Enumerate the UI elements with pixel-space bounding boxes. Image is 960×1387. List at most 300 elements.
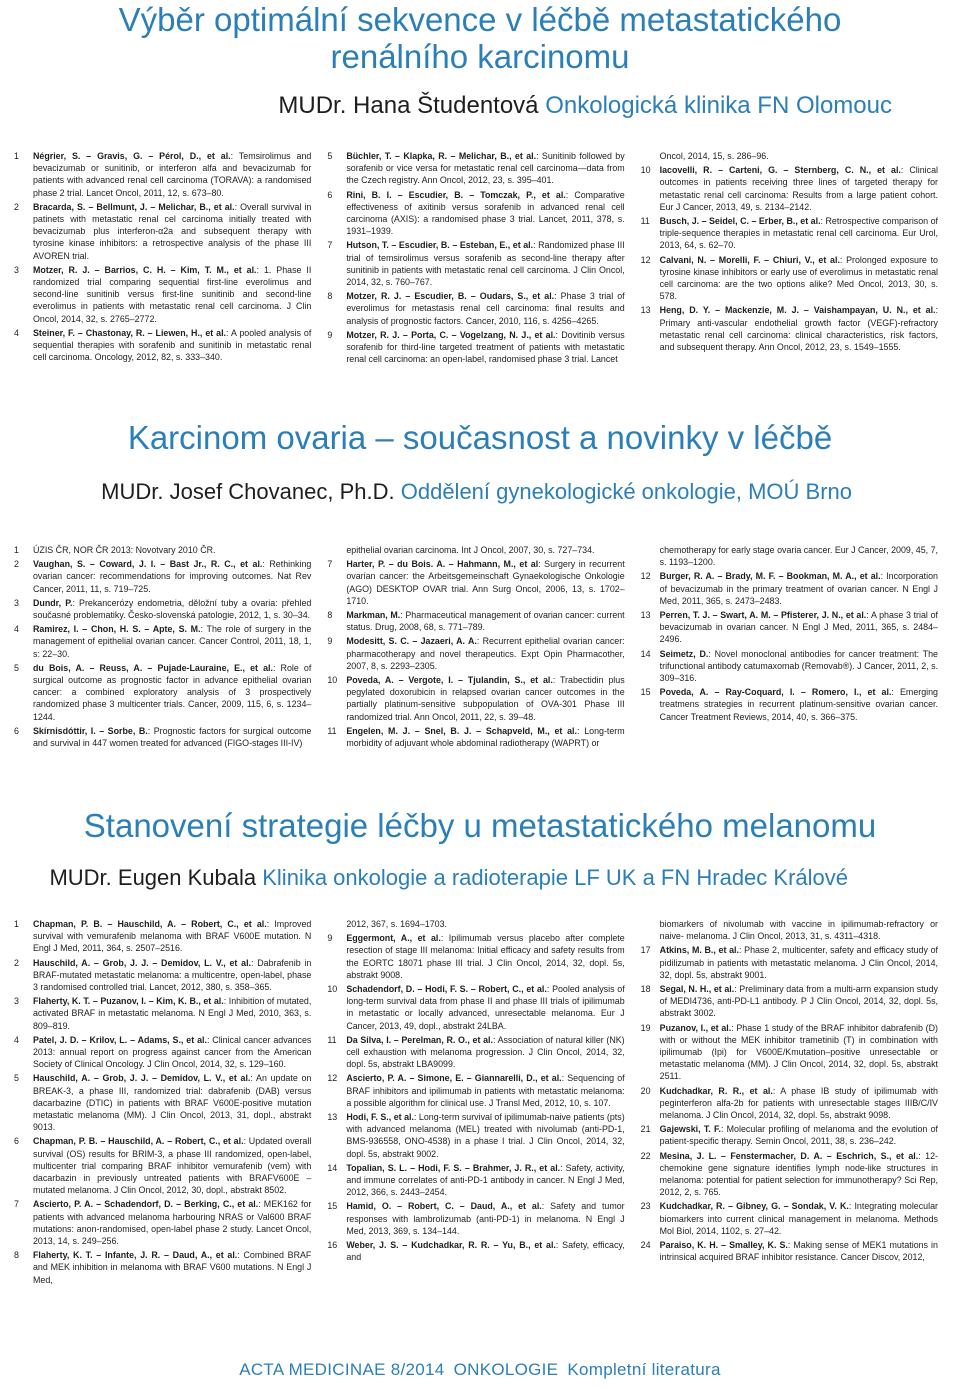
reference-text xyxy=(660,609,938,646)
reference-citation: : Pooled analysis of long-term survival data from phase II and phase III trials of ipilimumab in metastatic or locally advanced, unresectable melanoma. Eur J Cancer, 2013, 49, dopl., abstrakt 24LBA. xyxy=(346,984,625,1031)
reference-authors: Topalian, S. L. – Hodi, F. S. – Brahmer, J. R., et al. xyxy=(346,1162,561,1173)
reference-text xyxy=(660,570,938,607)
reference-text xyxy=(660,1085,938,1122)
reference-citation: : Trabectidin plus pegylated doxorubicin in relapsed ovarian cancer outcomes in the partially platinum-sensitive subpopulation of OVA-301 Phase III randomized trial. Ann Oncol, 2011, 22, s. 39–48. xyxy=(346,675,625,722)
reference-text xyxy=(660,1200,938,1237)
reference-authors: Busch, J. – Seidel, C. – Erber, B., et al. xyxy=(659,216,821,227)
reference-text xyxy=(660,544,938,568)
reference-citation: : Making sense of MEK1 mutations in intrinsical acquired BRAF inhibitor resistance. Cancer Discov, 2012, xyxy=(659,1240,938,1263)
reference-number: 9 xyxy=(327,329,333,340)
reference-number: 3 xyxy=(14,996,19,1007)
section-1-author-line xyxy=(0,92,960,120)
reference-text xyxy=(346,1162,624,1199)
reference-text xyxy=(346,725,624,749)
reference-citation: chemotherapy for early stage ovaria cancer. Eur J Cancer, 2009, 45, 7, s. 1193–1200. xyxy=(659,545,938,568)
reference-citation: : A phase 3 trial of bevacizumab in ovarian cancer. N Engl J Med, 2011, 365, s. 2484–2496. xyxy=(659,610,938,645)
reference-text xyxy=(346,150,624,187)
reference-authors: Patel, J. D. – Krilov, L. – Adams, S., et al. xyxy=(33,1034,207,1045)
reference-text xyxy=(660,164,938,213)
reference-item xyxy=(14,327,311,364)
reference-citation: : Combined BRAF and MEK inhibition in melanoma with BRAF V600 mutations. N Engl J Med, xyxy=(33,1250,312,1285)
reference-text xyxy=(346,983,624,1032)
reference-authors: Kudchadkar, R. R., et al. xyxy=(659,1085,773,1096)
reference-citation: : Phase 1 study of the BRAF inhibitor dabrafenib (D) with or without the MEK inhibitor trametinib (T) in combination with ipilimumab (Ipi) for V600E/Kmutation–positive unresectable or metastatic melanoma (MM). J Clin Oncol, 2014, 32, dopl. 5s, abstrakt 2511. xyxy=(659,1022,938,1082)
reference-authors: Motzer, R. J. – Barrios, C. H. – Kim, T. M., et al. xyxy=(33,264,257,275)
reference-number: 16 xyxy=(327,1240,338,1251)
reference-citation: : Safety, efficacy, and xyxy=(346,1240,625,1263)
reference-item xyxy=(327,725,624,749)
reference-item xyxy=(641,215,938,252)
reference-citation: : An update on BREAK-3, a phase III, randomized trial: dabrafenib (DAB) versus dacarbazine (DTIC) in patients with BRAF V600E-positive mutation metastatic melanoma (MM). J Clin Oncol, 2013, 31, dopl., abstrakt 9013. xyxy=(33,1073,312,1133)
reference-column xyxy=(6,544,319,751)
reference-number: 13 xyxy=(327,1112,338,1123)
reference-number: 11 xyxy=(327,1034,337,1045)
reference-item xyxy=(641,918,938,942)
reference-column xyxy=(319,150,632,367)
reference-citation: Oncol, 2014, 15, s. 286–96. xyxy=(659,151,769,161)
reference-authors: Dundr, P. xyxy=(33,597,73,608)
section-3-author-line xyxy=(0,865,960,891)
reference-authors: Skírnisdóttir, I. – Sorbe, B. xyxy=(33,725,148,736)
reference-citation: : Preliminary data from a multi-arm expansion study of MEDI4736, anti-PD-L1 antibody. P J Clin Oncol, 2014, 32, dopl. 5s, abstrakt 3002. xyxy=(659,984,938,1019)
reference-citation: : 12-chemokine gene signature identifies lymph node-like structures in melanoma: potential for patient selection for immunotherapy? Sci Rep, 2012, 2, s. 765. xyxy=(659,1150,938,1198)
reference-item xyxy=(14,1072,311,1133)
reference-number: 4 xyxy=(14,624,19,635)
reference-text xyxy=(33,264,311,325)
reference-citation: : Rethinking ovarian cancer: recommendations for improving outcomes. Nat Rev Cancer, 2011, 11, s. 719–725. xyxy=(33,559,312,594)
reference-number: 10 xyxy=(327,675,338,686)
reference-text xyxy=(660,1150,938,1199)
reference-citation: : Randomized phase III trial of temsirolimus versus sorafenib as second-line therapy after sunitinib in patients with metastatic renal cell carcinoma. J Clin Oncol, 2014, 32, s. 760–767. xyxy=(346,240,625,288)
reference-citation: biomarkers of nivolumab with vaccine in ipilimumab-refractory or naive- melanoma. J Clin Oncol, 2013, 31, s. 4311–4318. xyxy=(659,919,938,942)
reference-text xyxy=(33,1072,311,1133)
section-3-author: MUDr. Eugen Kubala xyxy=(49,864,257,890)
reference-number: 8 xyxy=(14,1250,19,1261)
reference-text xyxy=(346,609,624,633)
reference-text xyxy=(33,957,311,994)
reference-text xyxy=(33,918,311,955)
reference-text xyxy=(660,918,938,942)
reference-item xyxy=(641,686,938,723)
reference-item xyxy=(641,609,938,646)
reference-number: 11 xyxy=(327,725,337,736)
reference-item xyxy=(327,1111,624,1160)
reference-text xyxy=(346,1239,624,1263)
reference-text xyxy=(33,1198,311,1247)
reference-item xyxy=(641,150,938,162)
reference-citation: epithelial ovarian carcinoma. Int J Oncol, 2007, 30, s. 727–734. xyxy=(346,545,595,555)
reference-number: 14 xyxy=(640,648,651,659)
reference-authors: Steiner, F. – Chastonay, R. – Liewen, H., et al. xyxy=(33,327,227,338)
reference-citation: : Sequencing of BRAF inhibitors and ipilimumab in patients with metastatic melanoma: a possible algorithm for clinical use. J Transl Med, 2012, 10, s. 107. xyxy=(346,1073,625,1108)
reference-column xyxy=(319,918,632,1288)
reference-item xyxy=(14,597,311,621)
reference-item xyxy=(327,983,624,1032)
reference-citation: : Role of surgical outcome as prognostic factor in advance epithelial ovarian cancer: a combined exploratory analysis of 3 prospectively randomized phase 3 multicenter trials. Cancer, 2009, 115, 6, s. 1234–1244. xyxy=(33,662,312,722)
reference-citation: : Integrating molecular biomarkers into current clinical management in melanoma. Methods Mol Biol, 2014, 1102, s. 27–42. xyxy=(659,1201,938,1236)
reference-text xyxy=(346,1111,624,1160)
reference-text xyxy=(346,918,624,930)
section-1-institution: Onkologická klinika FN Olomouc xyxy=(545,91,892,119)
reference-text xyxy=(346,674,624,723)
reference-item xyxy=(327,239,624,288)
reference-citation: : Primary anti-vascular endothelial growth factor (VEGF)-refractory metastatic renal cell carcinoma: clinical characteristics, risk factors, and subsequent therapy. Ann Oncol, 2012, 23, s. 1549–1555. xyxy=(659,305,938,353)
reference-authors: Markman, M. xyxy=(346,610,401,621)
reference-number: 3 xyxy=(14,264,19,275)
reference-item xyxy=(327,150,624,187)
reference-text xyxy=(346,1034,624,1071)
reference-text xyxy=(660,1239,938,1263)
reference-item xyxy=(641,304,938,353)
reference-item xyxy=(641,164,938,213)
reference-text xyxy=(660,1123,938,1147)
reference-number: 8 xyxy=(327,291,333,302)
reference-column xyxy=(6,918,319,1288)
reference-column xyxy=(319,544,632,751)
reference-column xyxy=(633,918,946,1288)
reference-authors: Schadendorf, D. – Hodi, F. S. – Robert, C., et al. xyxy=(346,984,547,995)
reference-authors: Gajewski, T. F. xyxy=(659,1124,721,1135)
reference-item xyxy=(641,944,938,981)
footer-label: Kompletní literatura xyxy=(567,1360,721,1379)
reference-item xyxy=(327,544,624,556)
reference-text xyxy=(660,1022,938,1083)
reference-number: 13 xyxy=(640,305,651,316)
reference-number: 6 xyxy=(327,189,333,200)
reference-citation: : MEK162 for patients with advanced melanoma harbouring NRAS or Val600 BRAF mutations: anon-randomised, open-label phase 2 study. Lancet Oncol, 2013, 14, s. 249–256. xyxy=(33,1199,312,1247)
reference-citation: : Prekancerózy endometria, děložní tuby a ovaria: přehled současné problematiky. Česko-slovenská patologie, 2012, 1, s. 30–34. xyxy=(33,597,312,621)
reference-item xyxy=(14,623,311,660)
reference-item xyxy=(327,189,624,238)
reference-item xyxy=(14,544,311,556)
reference-number: 11 xyxy=(640,216,650,227)
reference-citation: : Surgery in recurrent ovarian cancer: the Arbeitsgemeinschaft Gynaekologische Onkologie (AGO) DESKTOP OVAR trial. Ann Surg Oncol, 2006, 13, s. 1702–1710. xyxy=(346,559,625,606)
reference-citation: : Updated overall survival (OS) results for BRIM-3, a phase III randomized, open-label, multicenter trial comparing BRAF inhibitor vemurafenib (vem) with dacarbazin in previously untreated patients with BRAFV600E – mutated melanoma. J Clin Oncol, 2012, 30, dopl., abstrakt 8502. xyxy=(33,1136,312,1196)
reference-number: 22 xyxy=(640,1150,651,1161)
reference-item xyxy=(14,662,311,723)
reference-authors: Hodi, F. S., et al. xyxy=(346,1112,414,1123)
reference-authors: Chapman, P. B. – Hauschild, A. – Robert, C., et al. xyxy=(33,1136,244,1147)
section-1-title-line-2: renálního karcinomu xyxy=(330,37,630,75)
reference-text xyxy=(346,189,624,238)
reference-item xyxy=(327,609,624,633)
reference-text xyxy=(660,150,938,162)
reference-number: 17 xyxy=(640,945,651,956)
reference-authors: Poveda, A. – Vergote, I. – Tjulandin, S., et al. xyxy=(346,675,553,686)
reference-item xyxy=(14,1249,311,1286)
reference-number: 18 xyxy=(640,984,651,995)
reference-item xyxy=(641,1239,938,1263)
reference-authors: Ascierto, P. A. – Simone, E. – Giannarelli, D., et al. xyxy=(346,1073,562,1084)
reference-authors: Vaughan, S. – Coward, J. I. – Bast Jr., R. C., et al. xyxy=(33,559,263,570)
reference-item xyxy=(14,725,311,749)
reference-text xyxy=(346,635,624,672)
reference-item xyxy=(327,1034,624,1071)
reference-number: 2 xyxy=(14,957,19,968)
reference-number: 8 xyxy=(327,610,333,621)
section-2-institution: Oddělení gynekologické onkologie, MOÚ Brno xyxy=(400,478,852,504)
reference-number: 9 xyxy=(327,636,333,647)
reference-item xyxy=(14,1034,311,1071)
reference-authors: Paraiso, K. H. – Smalley, K. S. xyxy=(659,1240,788,1251)
reference-item xyxy=(641,1123,938,1147)
reference-citation: : Incorporation of bevacizumab in the primary treatment of ovarian cancer. N Engl J Med, 2011, 365, s. 2473–2483. xyxy=(659,571,938,606)
section-2-author: MUDr. Josef Chovanec, Ph.D. xyxy=(101,478,395,504)
reference-number: 5 xyxy=(14,662,19,673)
reference-text xyxy=(33,597,311,621)
reference-citation: : The role of surgery in the management of epithelial ovarian cancer. Cancer Control, 2011, 18, 1, s: 22–30. xyxy=(33,624,312,659)
reference-item xyxy=(641,1085,938,1122)
reference-item xyxy=(14,264,311,325)
reference-citation: : Pharmaceutical management of ovarian cancer: current status. Drug, 2008, 68, s. 771–789. xyxy=(346,610,625,633)
reference-number: 9 xyxy=(327,933,333,944)
reference-authors: Engelen, M. J. – Snel, B. J. – Schapveld, M., et al. xyxy=(346,725,577,736)
reference-item xyxy=(327,329,624,366)
reference-text xyxy=(33,558,311,595)
reference-authors: Puzanov, I., et al. xyxy=(659,1022,732,1033)
reference-item xyxy=(641,254,938,303)
reference-text xyxy=(33,725,311,749)
reference-citation: : Dabrafenib in BRAF-mutated metastatic melanoma: a multicentre, open-label, phase 3 randomised controlled trial. Lancet, 2012, 380, s. 358–365. xyxy=(33,957,312,993)
reference-item xyxy=(327,1072,624,1109)
reference-text xyxy=(660,215,938,252)
reference-item xyxy=(641,544,938,568)
reference-number: 12 xyxy=(327,1073,338,1084)
reference-number: 1 xyxy=(14,151,19,161)
reference-number: 12 xyxy=(640,254,651,265)
reference-item xyxy=(14,558,311,595)
reference-citation: : Clinical outcomes in patients receiving three lines of targeted therapy for metastatic renal cell carcinoma: Results from a large patient cohort. Eur J Cancer, 2013, 49, s. 2134–2142. xyxy=(659,165,938,212)
reference-citation: : Comparative effectiveness of axitinib versus sorafenib in advanced renal cell carcinoma (AXIS): a randomised phase 3 trial. Lancet, 2011, 378, s. 1931–1939. xyxy=(346,189,625,237)
reference-item xyxy=(327,674,624,723)
reference-item xyxy=(14,957,311,994)
section-2-references xyxy=(0,544,960,751)
reference-text xyxy=(33,1249,311,1286)
reference-text xyxy=(33,150,311,199)
section-3-references xyxy=(0,918,960,1288)
reference-authors: Bracarda, S. – Bellmunt, J. – Melichar, B., et al. xyxy=(33,201,235,212)
reference-authors: Da Silva, I. – Perelman, R. O., et al. xyxy=(346,1034,493,1045)
reference-text xyxy=(33,662,311,723)
reference-number: 24 xyxy=(640,1240,651,1251)
reference-citation: : Phase 2, multicenter, safety and efficacy study of pidilizumab in patients with metastatic melanoma. J Clin Oncol, 2014, 32, dopl. 5s, abstrakt 9001. xyxy=(659,945,938,980)
reference-text xyxy=(346,1072,624,1109)
reference-authors: Motzer, R. J. – Porta, C. – Vogelzang, N. J., et al. xyxy=(346,329,556,340)
reference-authors: Rini, B. I. – Escudier, B. – Tomczak, P., et al. xyxy=(346,189,566,200)
reference-item xyxy=(14,150,311,199)
reference-item xyxy=(641,1150,938,1199)
reference-citation: : Prolonged exposure to tyrosine kinase inhibitors or early use of everolimus in metastatic renal cell carcinoma: are the two options alike? Med Oncol, 2013, 30, s. 578. xyxy=(659,254,938,302)
reference-citation: 2012, 367, s. 1694–1703. xyxy=(346,919,447,929)
reference-text xyxy=(33,201,311,262)
reference-citation: : Phase 3 trial of everolimus for metastasis renal cell carcinoma: final results and analysis of prognostic factors. Cancer, 2010, 116, s. 4256–4265. xyxy=(346,291,625,326)
reference-number: 2 xyxy=(14,559,19,570)
reference-number: 2 xyxy=(14,201,19,212)
reference-citation: : Ipilimumab versus placebo after complete resection of stage III melanoma: Initial efficacy and safety results from the EORTC 18071 phase III trial. J Clin Oncol, 2014, 32, dopl. 5s, abstrakt 9008. xyxy=(346,933,625,980)
reference-number: 4 xyxy=(14,1034,19,1045)
reference-number: 14 xyxy=(327,1162,338,1173)
reference-authors: Modesitt, S. C. – Jazaeri, A. A. xyxy=(346,636,477,647)
reference-number: 21 xyxy=(640,1124,651,1135)
reference-text xyxy=(33,327,311,364)
reference-text xyxy=(346,544,624,556)
section-2-author-line xyxy=(0,479,960,505)
reference-authors: Ramirez, I. – Chon, H. S. – Apte, S. M. xyxy=(33,624,201,635)
section-3-institution: Klinika onkologie a radioterapie LF UK a FN Hradec Králové xyxy=(262,864,848,890)
reference-number: 12 xyxy=(640,571,651,582)
reference-citation: : Emerging treatmens strategies in recurrent platinum-sensitive ovarian cancer. Cancer Treatment Reviews, 2014, 40, s. 366–375. xyxy=(659,687,938,722)
reference-authors: Eggermont, A., et al. xyxy=(346,933,441,944)
reference-number: 15 xyxy=(640,687,651,698)
reference-citation: : Prognostic factors for surgical outcome and survival in 447 women treated for advanced (FIGO-stages III-IV) xyxy=(33,725,312,749)
reference-authors: Segal, N. H., et al. xyxy=(659,984,735,995)
reference-citation: : Clinical cancer advances 2013: annual report on progress against cancer from the American Society of Clinical Oncology. J Clin Oncol, 2014, 32, s. 129–160. xyxy=(33,1034,312,1070)
reference-item xyxy=(327,932,624,981)
reference-citation: : Retrospective comparison of triple-sequence therapies in metastatic renal cell carcinoma. Eur Urol, 2013, 64, s. 62–70. xyxy=(659,216,938,251)
reference-text xyxy=(660,944,938,981)
reference-text xyxy=(660,648,938,685)
reference-citation: : Association of natural killer (NK) cell exhaustion with melanoma progression. J Clin Oncol, 2014, 32, dopl. 5s, abstrakt LBA9099. xyxy=(346,1034,625,1070)
reference-citation: ÚZIS ČR, NOR ČR 2013: Novotvary 2010 ČR. xyxy=(33,545,216,555)
reference-number: 4 xyxy=(14,327,19,338)
reference-number: 6 xyxy=(14,725,19,736)
reference-citation: : Inhibition of mutated, activated BRAF in metastatic melanoma. N Engl J Med, 2010, 363, s. 809–819. xyxy=(33,996,312,1031)
reference-number: 15 xyxy=(327,1201,338,1212)
reference-item xyxy=(641,1200,938,1237)
reference-citation: : Novel monoclonal antibodies for cancer treatment: The trifunctional antibody catumaxomab (Removab®). J Cancer, 2011, 2, s. 309–316. xyxy=(659,648,938,684)
reference-item xyxy=(14,1198,311,1247)
reference-authors: Burger, R. A. – Brady, M. F. – Bookman, M. A., et al. xyxy=(659,571,881,582)
reference-text xyxy=(33,1135,311,1196)
section-1-references xyxy=(0,150,960,367)
reference-text xyxy=(33,623,311,660)
reference-column xyxy=(633,150,946,367)
reference-authors: Chapman, P. B. – Hauschild, A. – Robert, C., et al. xyxy=(33,919,267,929)
reference-item xyxy=(327,290,624,327)
reference-text xyxy=(346,239,624,288)
reference-citation: : Overall survival in patinets with metastatic renal cel carcinoma initially treated with bevacizumab plus interferon-α2a and subsequent therapy with tyrosine kinase inhibitors: a retrospective analysis of the phase III AVOREN trial. xyxy=(33,201,312,261)
reference-item xyxy=(641,570,938,607)
reference-citation: : Temsirolimus and bevacizumab or sunitinib, or interferon alfa and bevacizumab for patients with advanced renal cell carcinoma (TORAVA): a randomised phase 2 trial. Lancet Oncol, 2011, 12, s. 673–80. xyxy=(33,151,312,198)
reference-text xyxy=(346,558,624,607)
reference-number: 1 xyxy=(14,545,19,555)
section-1-title-line-1: Výběr optimální sekvence v léčbě metastatického xyxy=(118,1,842,38)
reference-item xyxy=(641,1022,938,1083)
footer-journal: ACTA MEDICINAE 8/2014 xyxy=(239,1360,445,1379)
reference-authors: Iacovelli, R. – Carteni, G. – Sternberg, C. N., et al. xyxy=(659,165,901,176)
reference-authors: Flaherty, K. T. – Puzanov, I. – Kim, K. B., et al. xyxy=(33,996,224,1007)
reference-authors: Mesina, J. L. – Fenstermacher, D. A. – Eschrich, S., et al. xyxy=(659,1150,919,1161)
section-2-title: Karcinom ovaria – současnost a novinky v léčbě xyxy=(127,419,833,456)
reference-authors: Harter, P. – du Bois. A. – Hahmann, M., et al xyxy=(346,559,539,570)
reference-authors: Poveda, A. – Ray-Coquard, I. – Romero, I., et al. xyxy=(659,687,892,698)
reference-number: 10 xyxy=(327,984,338,995)
reference-text xyxy=(33,544,311,556)
reference-authors: du Bois, A. – Reuss, A. – Pujade-Lauraine, E., et al. xyxy=(33,662,273,673)
reference-authors: Perren, T. J. – Swart, A. M. – Pfisterer, J. N., et al. xyxy=(659,610,867,621)
reference-text xyxy=(660,983,938,1020)
reference-text xyxy=(33,1034,311,1071)
reference-authors: Seimetz, D. xyxy=(659,648,709,659)
reference-number: 10 xyxy=(640,165,651,176)
reference-text xyxy=(660,686,938,723)
reference-column xyxy=(633,544,946,751)
reference-citation: : Safety, activity, and immune correlates of anti-PD-1 antibody in cancer. N Engl J Med, 2012, 366, s. 2443–2454. xyxy=(346,1162,625,1198)
reference-item xyxy=(327,1239,624,1263)
reference-authors: Hamid, O. – Robert, C. – Daud, A., et al. xyxy=(346,1201,542,1212)
reference-item xyxy=(14,918,311,955)
reference-citation: : Molecular profiling of melanoma and the evolution of patient-specific therapy. Semin Oncol, 2011, 38, s. 236–242. xyxy=(659,1124,938,1147)
reference-item xyxy=(641,648,938,685)
reference-authors: Heng, D. Y. – Mackenzie, M. J. – Vaishampayan, U. N., et al. xyxy=(659,305,936,316)
reference-citation: : 1. Phase II randomized trial comparing sequential first-line everolimus and second-line sunitinib versus first-line sunitinib and second-line everolimus in patients with metastatic renal cell carcinoma. J Clin Oncol, 2014, 32, s. 2765–2772. xyxy=(33,264,312,324)
reference-number: 7 xyxy=(327,559,333,570)
reference-number: 3 xyxy=(14,597,19,608)
reference-authors: Flaherty, K. T. – Infante, J. R. – Daud, A., et al. xyxy=(33,1250,238,1261)
reference-item xyxy=(641,983,938,1020)
reference-item xyxy=(14,1135,311,1196)
reference-citation: : A pooled analysis of sequential therapies with sorafenib and sunitinib in metastatic renal cell carcinoma. Oncology, 2012, 82, s. 333–340. xyxy=(33,327,312,363)
reference-citation: : Recurrent epithelial ovarian cancer: pharmacotherapy and novel therapeutics. Expt Opin Pharmacother, 2007, 8, s. 2293–2305. xyxy=(346,636,625,671)
reference-citation: : Improved survival with vemurafenib melanoma with BRAF V600E mutation. N Engl J Med, 2011, 364, s. 2507–2516. xyxy=(33,919,312,954)
reference-number: 20 xyxy=(640,1085,651,1096)
reference-text xyxy=(346,1200,624,1237)
reference-number: 13 xyxy=(640,610,651,621)
reference-authors: Hutson, T. – Escudier, B. – Esteban, E., et al. xyxy=(346,240,534,251)
reference-authors: Hauschild, A. – Grob, J. J. – Demidov, L. V., et al. xyxy=(33,957,252,968)
reference-authors: Hauschild, A. – Grob, J. J. – Demidov, L. V., et al. xyxy=(33,1073,251,1084)
reference-item xyxy=(327,1200,624,1237)
section-3-title: Stanovení strategie léčby u metastatického melanomu xyxy=(83,807,877,844)
section-1-author: MUDr. Hana Študentová xyxy=(278,91,539,119)
reference-authors: Motzer, R. J. – Escudier, B. – Oudars, S., et al. xyxy=(346,291,555,302)
reference-citation: : Sunitinib followed by sorafenib or vice versa for metastatic renal cell carcinoma—data from the Czech registry. Ann Oncol, 2012, 23, s. 395–401. xyxy=(346,151,625,186)
reference-number: 7 xyxy=(14,1199,19,1210)
reference-citation: : A phase IB study of ipilimumab with peginterferon alfa-2b for patients with unresectable stages IIIB/C/IV melanoma. J Clin Oncol, 2014, 32, dopl. 5s, abstrakt 9098. xyxy=(659,1085,938,1121)
reference-text xyxy=(346,329,624,366)
reference-citation: : Safety and tumor responses with lambrolizumab (anti-PD-1) in melanoma. N Engl J Med, 2013, 369, s. 134–144. xyxy=(346,1201,625,1236)
reference-column xyxy=(6,150,319,367)
reference-number: 7 xyxy=(327,240,333,251)
reference-citation: : Long-term morbidity of adjuvant whole abdominal radiotherapy (WAPRT) or xyxy=(346,725,625,749)
reference-number: 6 xyxy=(14,1136,19,1147)
reference-authors: Ascierto, P. A. – Schadendorf, D. – Berking, C., et al. xyxy=(33,1199,259,1210)
reference-text xyxy=(346,932,624,981)
reference-number: 19 xyxy=(640,1022,651,1033)
reference-item xyxy=(14,201,311,262)
reference-item xyxy=(327,918,624,930)
reference-item xyxy=(327,635,624,672)
reference-authors: Weber, J. S. – Kudchadkar, R. R. – Yu, B., et al. xyxy=(346,1240,556,1251)
footer-section: ONKOLOGIE xyxy=(453,1360,559,1379)
reference-item xyxy=(14,995,311,1032)
reference-number: 1 xyxy=(14,919,19,929)
reference-text xyxy=(346,290,624,327)
footer xyxy=(0,1360,960,1380)
reference-item xyxy=(327,558,624,607)
reference-text xyxy=(33,995,311,1032)
reference-number: 5 xyxy=(327,151,333,161)
reference-citation: : Dovitinib versus sorafenib for third-line targeted treatment of patients with metastatic renal cell carcinoma: an open-label, randomised phase 3 trial. Lancet xyxy=(346,329,625,365)
reference-authors: Büchler, T. – Klapka, R. – Melichar, B., et al. xyxy=(346,151,537,161)
reference-text xyxy=(660,304,938,353)
reference-number: 5 xyxy=(14,1073,19,1084)
reference-number: 23 xyxy=(640,1201,651,1212)
reference-citation: : Long-term survival of ipilimumab-naive patients (pts) with advanced melanoma (MEL) treated with nivolumab (anti-PD-1, BMS-936558, ONO-4538) in a phase I trial. J Clin Oncol, 2014, 32, dopl. 5s, abstrakt 9002. xyxy=(346,1112,625,1159)
reference-authors: Calvani, N. – Morelli, F. – Chiuri, V., et al. xyxy=(659,254,840,265)
reference-item xyxy=(327,1162,624,1199)
reference-authors: Négrier, S. – Gravis, G. – Pérol, D., et al. xyxy=(33,151,231,161)
